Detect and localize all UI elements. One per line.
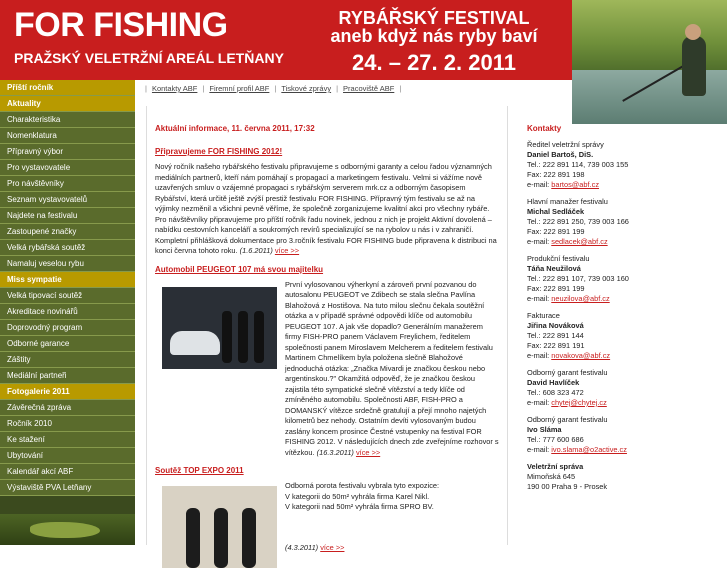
contact-role: Produkční festivalu <box>527 254 590 263</box>
contact-email-link[interactable]: chytej@chytej.cz <box>551 398 607 407</box>
article-heading[interactable]: Soutěž TOP EXPO 2011 <box>155 466 244 475</box>
person-shape <box>222 311 232 363</box>
article-priprava-2012 <box>155 147 499 257</box>
contact-name: Daniel Bartoš, DiS. <box>527 150 594 159</box>
contact-name: Jiřina Nováková <box>527 321 584 330</box>
email-label: e-mail: <box>527 351 550 360</box>
contact-address: Veletržní správa Mimoňská 645 190 00 Praha 9 - Prosek <box>527 462 608 491</box>
article-date: (4.3.2011) <box>285 542 319 552</box>
nav-item[interactable]: Akreditace novinářů <box>0 304 135 320</box>
contact-name: David Havlíček <box>527 378 580 387</box>
contact-block <box>527 415 727 455</box>
nav-item[interactable]: Ročník 2010 <box>0 416 135 432</box>
contact-email-row <box>527 445 727 455</box>
contact-phone: Tel.: 222 891 144 <box>527 331 584 340</box>
email-label: e-mail: <box>527 398 550 407</box>
contact-phone: Tel.: 608 323 472 <box>527 388 584 397</box>
contact-email-link[interactable]: ivo.slama@o2active.cz <box>551 445 627 454</box>
nav-item[interactable]: Pro vystavovatele <box>0 160 135 176</box>
contact-role: Fakturace <box>527 311 560 320</box>
nav-item[interactable]: Příští ročník <box>0 80 135 96</box>
tab-kontakty-abf[interactable]: Kontakty ABF <box>151 84 198 93</box>
nav-item[interactable]: Miss sympatie <box>0 272 135 288</box>
car-shape <box>170 331 220 355</box>
more-link[interactable]: více >> <box>274 246 300 255</box>
site-logo[interactable]: FOR FISHING <box>14 6 228 44</box>
contact-phone: Fax: 222 891 191 <box>527 341 585 350</box>
contact-name: Michal Sedláček <box>527 207 585 216</box>
nav-item[interactable]: Aktuality <box>0 96 135 112</box>
contact-block <box>527 311 727 361</box>
article-top-expo <box>155 466 499 553</box>
contact-block <box>527 368 727 408</box>
nav-fish-decoration <box>0 514 135 545</box>
nav-item[interactable]: Závěrečná zpráva <box>0 400 135 416</box>
nav-item[interactable]: Ubytování <box>0 448 135 464</box>
nav-item[interactable]: Kalendář akcí ABF <box>0 464 135 480</box>
tab-tiskove-zpravy[interactable]: Tiskové zprávy <box>281 84 332 93</box>
photo-fisherman-head <box>685 24 701 40</box>
contact-email-row <box>527 294 727 304</box>
fish-icon <box>30 522 100 538</box>
contact-block <box>527 254 727 304</box>
contact-role: Odborný garant festivalu <box>527 415 608 424</box>
person-shape <box>242 508 256 568</box>
nav-item[interactable]: Fotogalerie 2011 <box>0 384 135 400</box>
contact-email-link[interactable]: neuzilova@abf.cz <box>551 294 610 303</box>
festival-title: RYBÁŘSKÝ FESTIVAL <box>338 8 530 28</box>
article-text: První vylosovanou výherkyní a zároveň první pozvanou do autosalonu PEUGEOT ve Zdibech se stala slečna Pavlína Blahožová z Hostišova. Na tuto milou slečnu čekala soutěžní otázka a v případě správné odpovědi klíče od automobilu PEUGEOT 107. A jak vše dopadlo? Generálním manažerem firmy FISH-PRO panem Václavem Freylichem, ředitelem společnosti panem Miroslavem Melcherem a ředitelem festivalu Martinem Chmelíkem byla položena slečně Blahožové jednoduchá otázka: „Značka Mivardi je značkou českou nebo argentinskou.?" Okamžitá odpověď, že je značkou českou zajistila této sympatické slečně vítězství a tedy klíče od zmíněného automobilu. Společnosti ABF, FISH-PRO a DOMANSKÝ vítězce srdečně gratulují a přejí mnoho najetých kilometrů bez nehody. Ostatním devíti vylosovaným budou zaslány koncem prosince Čestné vstupenky na festival FOR FISHING 2012. V následujících dnech zde zveřejníme rozhovor s vítězkou. (16.3.2011) více >> <box>285 279 499 457</box>
contact-block <box>527 197 727 247</box>
tab-pracoviste[interactable]: Pracoviště ABF <box>343 84 395 93</box>
contact-email-row <box>527 237 727 247</box>
article-text: Nový ročník našeho rybářského festivalu připravujeme s odbornými garanty a celou řadou významných mediálních partnerů, kteří nám pomáhají s propagací a marketingem festivalu. Velmi si vážíme nově uzavřených smluv o vzájemné propagaci s rybářským serverem mrk.cz a odborným časopisem Rybářství, která určitě ještě zvýší prestiž festivalu FOR FISHING. Přípravný tým festivalu se až na výjimky nezměnil a všichni pevně věříme, že společně zorganizujeme kvalitní akci pro všechny rybáře. Pro návštěvníky připravujeme pro příští ročník řadu novinek, jednou z nich je projekt Aktivní dovolená – nabídku cestovních kanceláří a soukromých revírů specializující se na rybolov u nás i v zahraničí. Kompletní přihlášková dokumentace pro 3.ročník festivalu FOR FISHING bude připravena k distribuci na konci června tohoto roku. (1.6.2011) více >> <box>155 162 497 255</box>
photo-fisherman-body <box>682 36 706 96</box>
contact-role: Hlavní manažer festivalu <box>527 197 608 206</box>
contact-phone: Fax: 222 891 199 <box>527 284 585 293</box>
nav-item[interactable]: Záštity <box>0 352 135 368</box>
contact-phone: Fax: 222 891 199 <box>527 227 585 236</box>
nav-item[interactable]: Ke stažení <box>0 432 135 448</box>
left-navigation <box>0 80 135 545</box>
contact-name: Táňa Neužilová <box>527 264 581 273</box>
article-heading[interactable]: Automobil PEUGEOT 107 má svou majitelku <box>155 264 324 274</box>
nav-item[interactable]: Charakteristika <box>0 112 135 128</box>
nav-item[interactable]: Najdete na festivalu <box>0 208 135 224</box>
nav-item[interactable]: Výstaviště PVA Letňany <box>0 480 135 496</box>
site-subtitle: PRAŽSKÝ VELETRŽNÍ AREÁL LETŇANY <box>14 50 284 66</box>
nav-item[interactable]: Pro návštěvníky <box>0 176 135 192</box>
contact-name: Ivo Sláma <box>527 425 562 434</box>
top-link-bar: | Kontakty ABF | Firemní profil ABF | Tiskové zprávy | Pracoviště ABF | <box>140 84 406 96</box>
article-text: Odborná porota festivalu vybrala tyto expozice: V kategorii do 50m² vyhrála firma Karel Nikl. V kategorii nad 50m² vyhrála firma SPRO BV. (4.3.2011) více >> <box>285 481 440 552</box>
article-heading[interactable]: Připravujeme FOR FISHING 2012! <box>155 147 283 156</box>
contact-email-link[interactable]: bartos@abf.cz <box>551 180 600 189</box>
news-title: Aktuální informace, 11. června 2011, 17:32 <box>155 124 315 133</box>
article-photo-car <box>162 287 277 369</box>
tab-firemni-profil[interactable]: Firemní profil ABF <box>209 84 270 93</box>
nav-item[interactable]: Velká rybářská soutěž <box>0 240 135 256</box>
person-shape <box>186 508 200 568</box>
nav-item[interactable]: Velká tipovací soutěž <box>0 288 135 304</box>
contact-phone: Tel.: 222 891 107, 739 003 160 <box>527 274 629 283</box>
contact-role: Ředitel veletržní správy <box>527 140 604 149</box>
nav-item[interactable]: Seznam vystavovatelů <box>0 192 135 208</box>
contact-email-row <box>527 351 727 361</box>
contacts-panel <box>527 124 727 499</box>
main-content <box>146 106 508 552</box>
festival-tagline: aneb když nás ryby baví <box>330 26 538 46</box>
nav-list <box>0 80 135 496</box>
email-label: e-mail: <box>527 237 550 246</box>
contacts-title: Kontakty <box>527 124 562 133</box>
contact-email-link[interactable]: sedlacek@abf.cz <box>551 237 608 246</box>
nav-item[interactable]: Mediální partneři <box>0 368 135 384</box>
person-shape <box>214 508 228 568</box>
nav-item[interactable]: Nomenklatura <box>0 128 135 144</box>
contact-blocks <box>527 140 727 455</box>
nav-item[interactable]: Zastoupené značky <box>0 224 135 240</box>
nav-item[interactable]: Přípravný výbor <box>0 144 135 160</box>
contact-phone: Tel.: 777 600 686 <box>527 435 584 444</box>
contact-phone: Tel.: 222 891 114, 739 003 155 <box>527 160 629 169</box>
contact-block <box>527 140 727 190</box>
email-label: e-mail: <box>527 294 550 303</box>
more-link[interactable]: více >> <box>355 447 381 457</box>
person-shape <box>238 311 248 363</box>
contact-email-row <box>527 398 727 408</box>
contact-role: Odborný garant festivalu <box>527 368 608 377</box>
more-link[interactable]: více >> <box>320 542 345 552</box>
article-date: (1.6.2011) <box>239 246 273 255</box>
festival-dates: 24. – 27. 2. 2011 <box>352 50 516 75</box>
nav-item[interactable]: Namaluj veselou rybu <box>0 256 135 272</box>
contact-phone: Tel.: 222 891 250, 739 003 166 <box>527 217 629 226</box>
article-peugeot <box>155 265 499 459</box>
contact-email-link[interactable]: novakova@abf.cz <box>551 351 611 360</box>
nav-item[interactable]: Doprovodný program <box>0 320 135 336</box>
nav-item[interactable]: Odborné garance <box>0 336 135 352</box>
header-photo-fisherman <box>572 0 727 124</box>
person-shape <box>254 311 264 363</box>
email-label: e-mail: <box>527 180 550 189</box>
email-label: e-mail: <box>527 445 550 454</box>
article-photo-award <box>162 486 277 568</box>
contact-phone: Fax: 222 891 198 <box>527 170 585 179</box>
contact-email-row <box>527 180 727 190</box>
article-date: (16.3.2011) <box>316 447 354 457</box>
